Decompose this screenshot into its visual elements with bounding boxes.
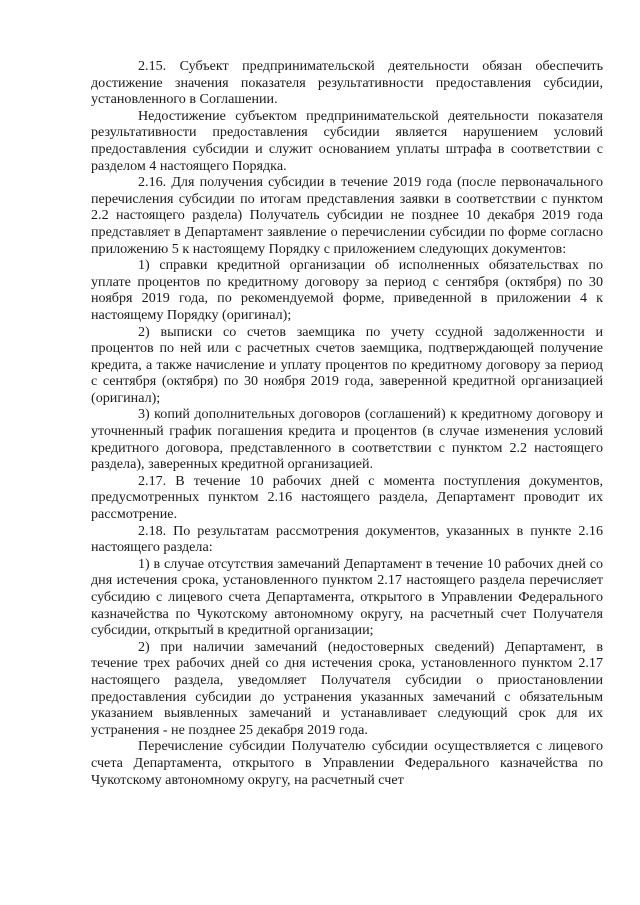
paragraph-2-17: 2.17. В течение 10 рабочих дней с момента поступления документов, предусмотренных пунктом 2.16 настоящего раздела, Департамент проводит их рассмотрение. — [91, 472, 603, 523]
list-item-account-statement: 2) выписки со счетов заемщика по учету ссудной задолженности и процентов по ней или с расчетных счетов заемщика, подтверждающей получение кредита, а также начисление и уплату процентов по кредитному договору за период с сентября (октября) по 30 ноября 2019 года, заверенной кредитной организацией (оригинал); — [91, 323, 603, 406]
list-item-no-remarks: 1) в случае отсутствия замечаний Департамент в течение 10 рабочих дней со дня истечения срока, установленного пунктом 2.17 настоящего раздела перечисляет субсидию с лицевого счета Департамента, открытого в Управлении Федерального казначейства по Чукотскому автономному округу, на расчетный счет Получателя субсидии, открытый в кредитной организации; — [91, 555, 603, 639]
paragraph-transfer: Перечисление субсидии Получателю субсидии осуществляется с лицевого счета Департамента, открытого в Управлении Федерального казначейства по Чукотскому автономному округу, на расчетный счет — [91, 738, 603, 788]
list-item-additional-agreements: 3) копий дополнительных договоров (соглашений) к кредитному договору и уточненный график погашения кредита и процентов (в случае изменения условий кредитного договора, представленного в соответствии с пунктом 2.2 настоящего раздела), заверенных кредитной организацией. — [91, 406, 603, 473]
paragraph-2-18: 2.18. По результатам рассмотрения документов, указанных в пункте 2.16 настоящего раздела: — [91, 522, 603, 556]
list-item-bank-certificate: 1) справки кредитной организации об исполненных обязательствах по уплате процентов по кредитному договору за период с сентября (октября) по 30 ноября 2019 года, по рекомендуемой форме, приведенной в приложении 4 к настоящему Порядку (оригинал); — [91, 257, 603, 323]
document-page — [91, 58, 603, 788]
paragraph-2-15: 2.15. Субъект предпринимательской деятельности обязан обеспечить достижение значения показателя результативности предоставления субсидии, установленного в Соглашении. — [91, 58, 603, 108]
paragraph-2-16: 2.16. Для получения субсидии в течение 2019 года (после первоначального перечисления субсидии по итогам представления заявки в соответствии с пунктом 2.2 настоящего раздела) Получатель субсидии не позднее 10 декабря 2019 года представляет в Департамент заявление о перечислении субсидии по форме согласно приложению 5 к настоящему Порядку с приложением следующих документов: — [91, 174, 603, 257]
list-item-with-remarks: 2) при наличии замечаний (недостоверных сведений) Департамент, в течение трех рабочих дней со дня истечения срока, установленного пунктом 2.17 настоящего раздела, уведомляет Получателя субсидии о приостановлении предоставления субсидии до устранения указанных замечаний с обязательным указанием выявленных замечаний и устанавливает следующий срок для их устранения - не позднее 25 декабря 2019 года. — [91, 638, 603, 738]
paragraph-non-achievement: Недостижение субъектом предпринимательской деятельности показателя результативности предоставления субсидии является нарушением условий предоставления субсидии и служит основанием уплаты штрафа в соответствии с разделом 4 настоящего Порядка. — [91, 107, 603, 174]
